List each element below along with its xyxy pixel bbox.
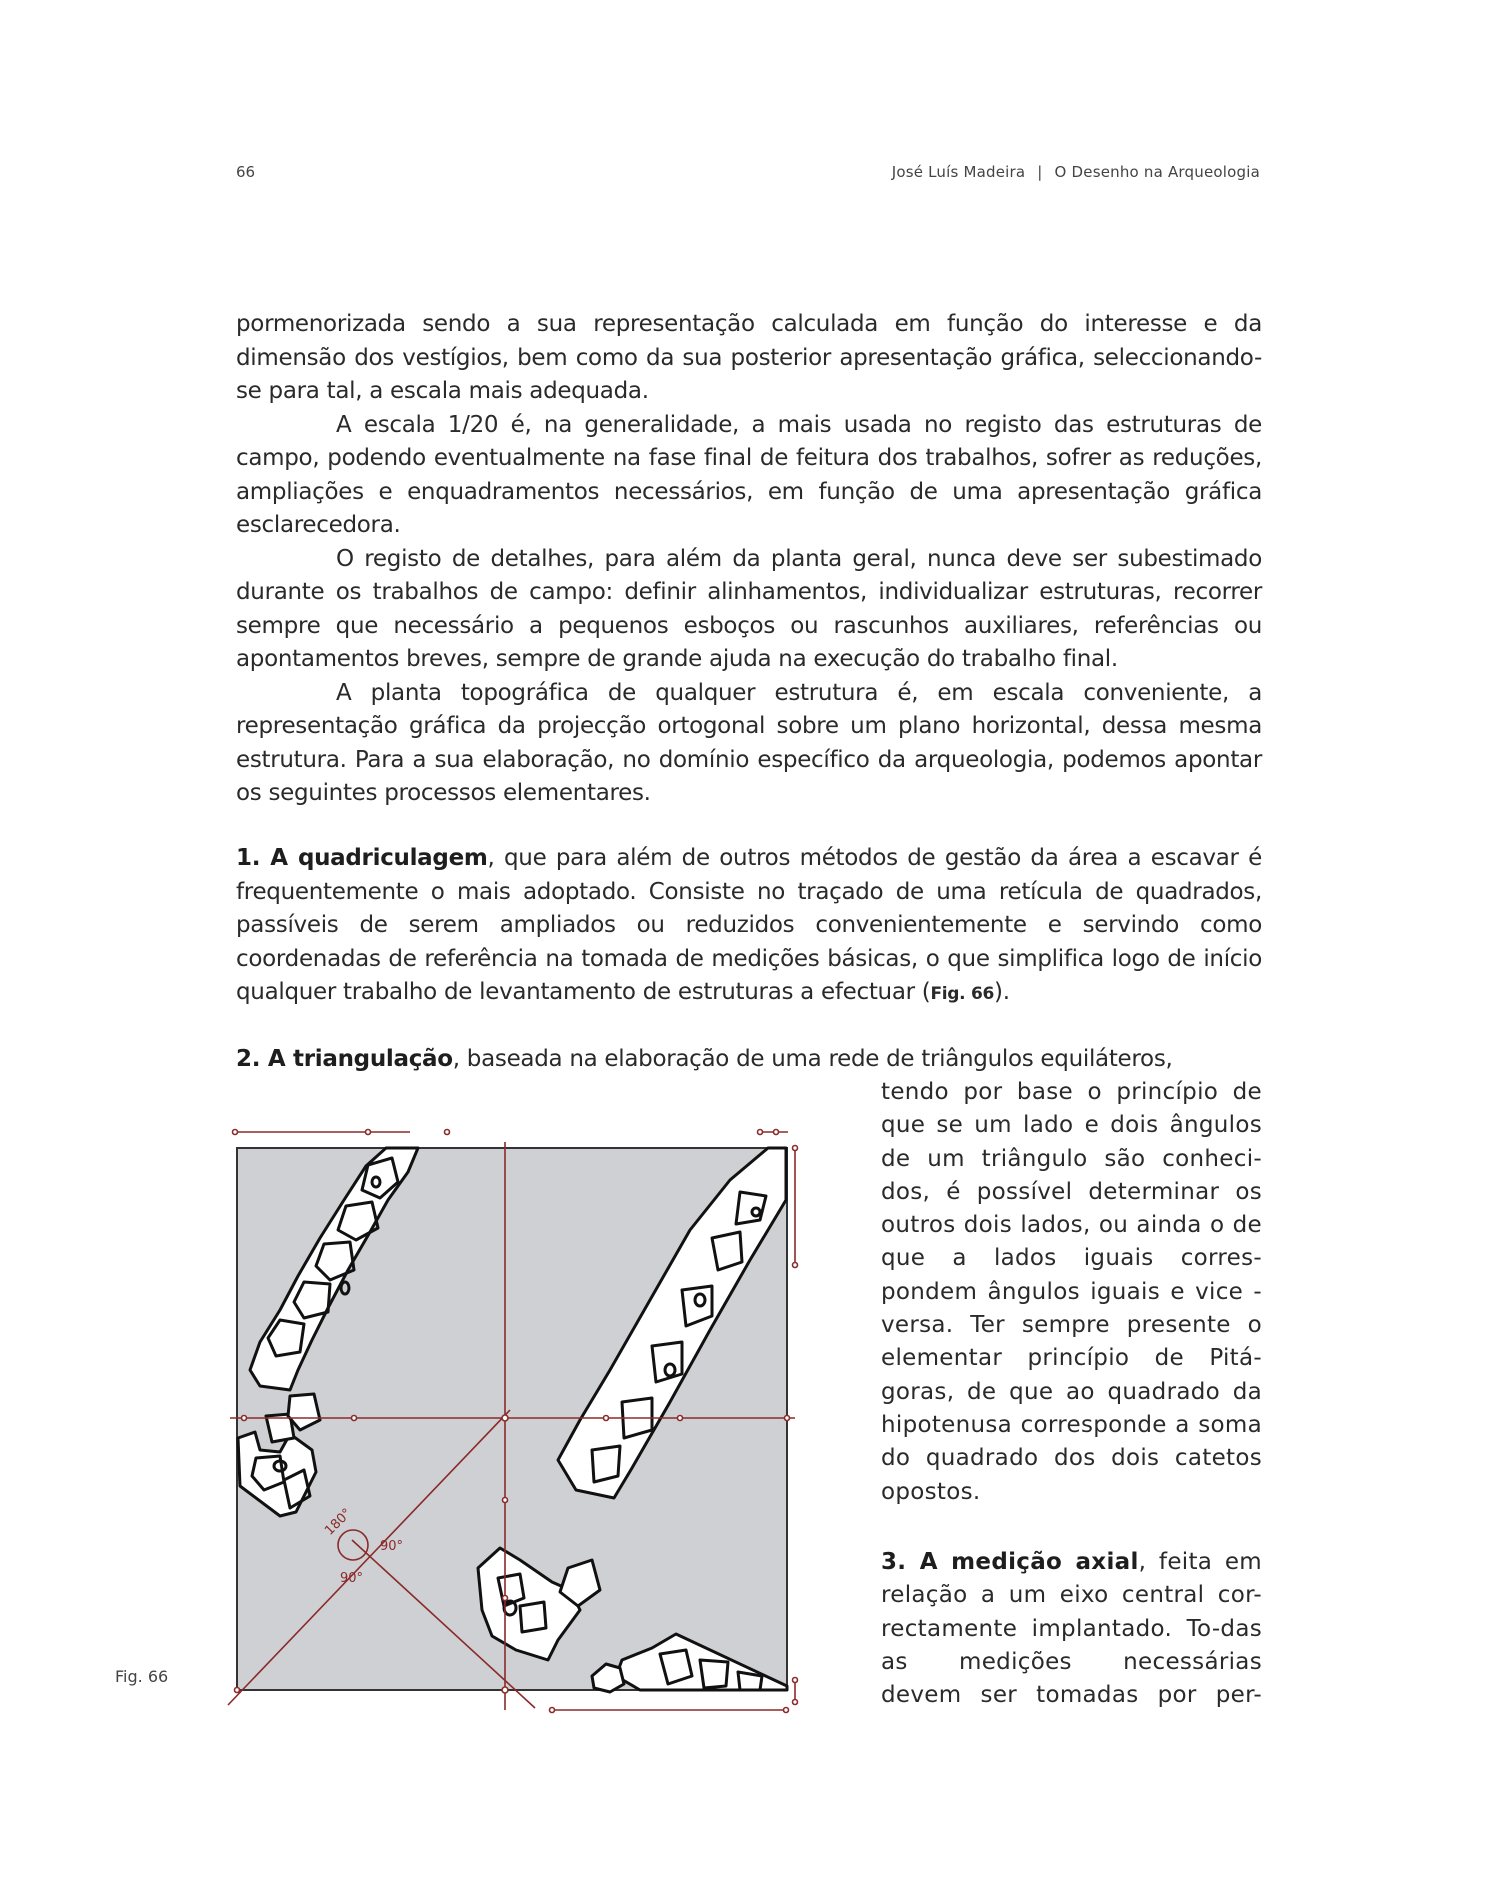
- header-separator: |: [1037, 163, 1043, 181]
- item-quadriculagem: [236, 842, 1262, 1012]
- angle-label-180: 180°: [322, 1505, 355, 1539]
- paragraph: A escala 1/20 é, na generalidade, a mais usada no registo das estruturas de campo, podendo eventualmente na fase final de feitura dos trabalhos, sofrer as reduções, ampliações e enquadramentos necessários, em função de uma apresentação gráfica esclarecedora.: [236, 411, 1262, 538]
- item-text: , baseada na elaboração de uma rede de triângulos equiláteros,: [452, 1046, 1173, 1072]
- item-medicao-axial: [881, 1546, 1262, 1712]
- triangulacao-continuation: [881, 1076, 1262, 1509]
- item-text: , feita em relação a um eixo central cor-rectamente implantado. To-das as medições necessárias devem ser tomadas por per-: [881, 1549, 1262, 1709]
- author-name: José Luís Madeira: [891, 163, 1026, 181]
- paragraph: A planta topográfica de qualquer estrutura é, em escala conveniente, a representação gráfica da projecção ortogonal sobre um plano horizontal, dessa mesma estrutura. Para a sua elaboração, no domínio específico da arqueologia, podemos apontar os seguintes processos elementares.: [236, 679, 1262, 806]
- angle-label-90-right: 90°: [380, 1539, 404, 1554]
- paragraph: tendo por base o princípio de que se um lado e dois ângulos de um triângulo são conheci-dos, é possível determinar os outros dois lados, ou ainda o de que a lados iguais corres-pondem ângulos iguais e vice - versa. Ter sempre presente o elementar princípio de Pitá-goras, de que ao quadrado da hipotenusa corresponde a soma do quadrado dos dois catetos opostos.: [881, 1079, 1262, 1505]
- page-number: 66: [236, 163, 256, 181]
- item-title: 1. A quadriculagem: [236, 845, 488, 871]
- figure-66-grid-drawing: [220, 1120, 820, 1720]
- running-header: [892, 163, 1260, 181]
- item-title: 2. A triangulação: [236, 1046, 453, 1072]
- paragraph: O registo de detalhes, para além da planta geral, nunca deve ser subestimado durante os trabalhos de campo: definir alinhamentos, individualizar estruturas, recorrer sempre que necessário a pequenos esboços ou rascunhos auxiliares, referências ou apontamentos breves, sempre de grande ajuda na execução do trabalho final.: [236, 545, 1262, 672]
- item-text-end: ).: [994, 979, 1010, 1005]
- book-title: O Desenho na Arqueologia: [1054, 163, 1260, 181]
- figure-caption: Fig. 66: [115, 1667, 169, 1686]
- item-text: , que para além de outros métodos de gestão da área a escavar é frequentemente o mais adoptado. Consiste no traçado de uma retícula de quadrados, passíveis de serem ampliados ou reduzidos convenientemente e servindo como coordenadas de referência na tomada de medições básicas, o que simplifica logo de início qualquer trabalho de levantamento de estruturas a efectuar (: [236, 845, 1262, 1005]
- item-triangulacao: [236, 1043, 1262, 1077]
- paragraph: pormenorizada sendo a sua representação calculada em função do interesse e da dimensão dos vestígios, bem como da sua posterior apresentação gráfica, seleccionando-se para tal, a escala mais adequada.: [236, 311, 1262, 404]
- item-title: 3. A medição axial: [881, 1549, 1139, 1575]
- figure-reference-link[interactable]: Fig. 66: [930, 984, 995, 1004]
- intro-paragraphs: [236, 308, 1262, 811]
- angle-label-90-bottom: 90°: [340, 1571, 364, 1586]
